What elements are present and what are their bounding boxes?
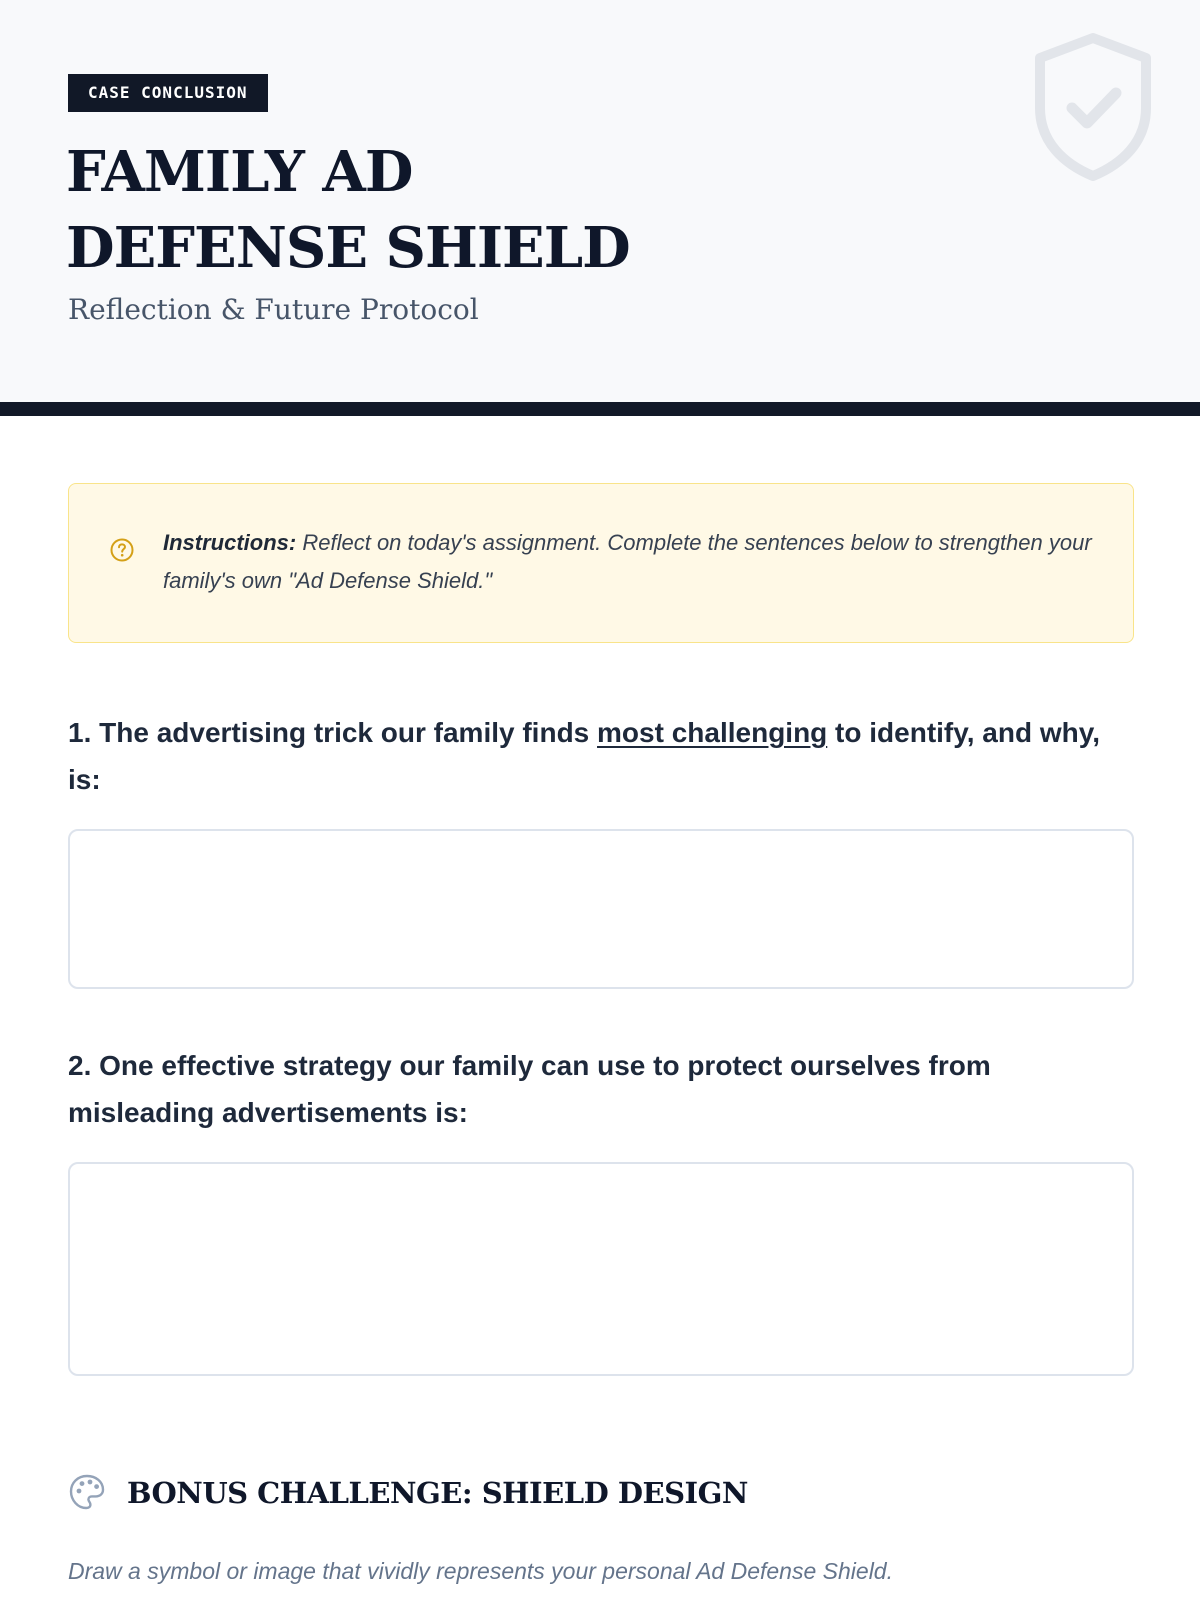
page-title-line-1: FAMILY AD bbox=[66, 139, 413, 205]
header-divider bbox=[0, 402, 1200, 416]
question-1-emphasis: most challenging bbox=[597, 717, 828, 748]
palette-icon bbox=[68, 1473, 106, 1511]
question-1-answer-field[interactable] bbox=[68, 829, 1134, 989]
instructions-lead: Instructions: bbox=[163, 530, 297, 555]
question-1-prompt bbox=[68, 709, 1138, 803]
page-subtitle: Reflection & Future Protocol bbox=[68, 293, 479, 326]
instructions-callout bbox=[68, 483, 1134, 643]
page-title bbox=[66, 134, 766, 286]
page-title-line-2: DEFENSE SHIELD bbox=[66, 215, 630, 281]
instructions-text bbox=[163, 524, 1103, 600]
question-2-answer-field[interactable] bbox=[68, 1162, 1134, 1376]
bonus-challenge-title: BONUS CHALLENGE: SHIELD DESIGN bbox=[127, 1476, 748, 1510]
question-1-text-start: 1. The advertising trick our family finds bbox=[68, 717, 598, 748]
question-circle-icon bbox=[109, 537, 135, 563]
case-conclusion-tag: CASE CONCLUSION bbox=[68, 74, 268, 112]
shield-check-icon bbox=[1030, 32, 1156, 182]
bonus-challenge-description: Draw a symbol or image that vividly represents your personal Ad Defense Shield. bbox=[68, 1558, 893, 1584]
question-2-prompt: 2. One effective strategy our family can use to protect ourselves from misleading advertisements is: bbox=[68, 1050, 991, 1128]
page-header bbox=[0, 0, 1200, 402]
question-1-text-end: to identify, and why, is: bbox=[68, 717, 1101, 795]
instructions-body: Reflect on today's assignment. Complete the sentences below to strengthen your family's own "Ad Defense Shield." bbox=[163, 530, 1092, 593]
